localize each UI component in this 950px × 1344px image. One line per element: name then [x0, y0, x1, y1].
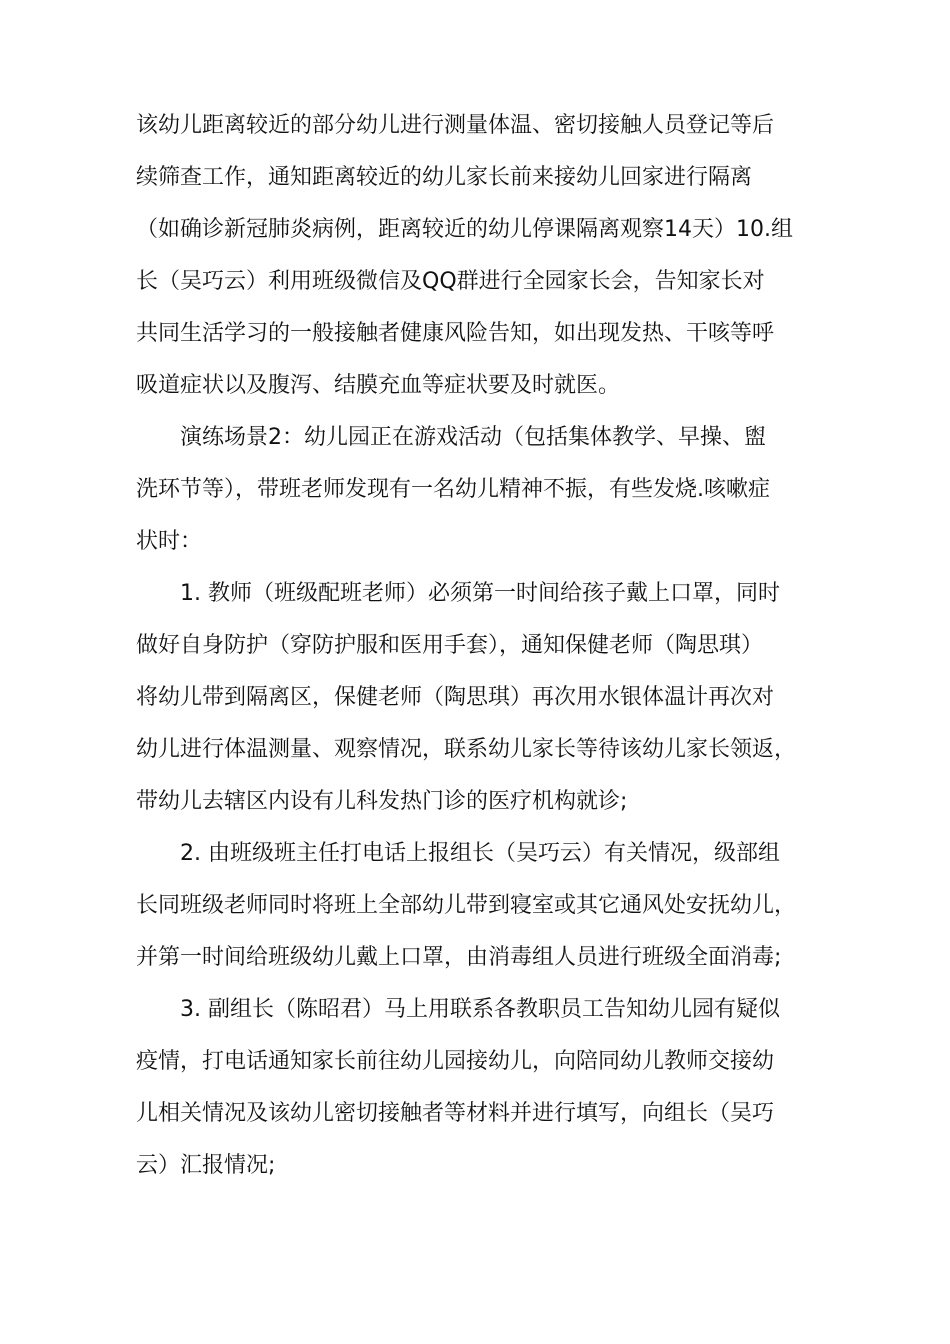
- text-line: 续筛查工作，通知距离较近的幼儿家长前来接幼儿回家进行隔离: [136, 165, 753, 190]
- text-line: 1. 教师（班级配班老师）必须第一时间给孩子戴上口罩，同时: [180, 581, 780, 606]
- text-line: 幼儿进行体温测量、观察情况，联系幼儿家长等待该幼儿家长领返，: [136, 737, 797, 762]
- text-line: 长（吴巧云）利用班级微信及QQ群进行全园家长会，告知家长对: [136, 269, 765, 294]
- text-line: 该幼儿距离较近的部分幼儿进行测量体温、密切接触人员登记等后: [136, 113, 775, 138]
- text-line: 带幼儿去辖区内设有儿科发热门诊的医疗机构就诊;: [136, 789, 628, 814]
- paragraph-step-1: [136, 568, 836, 828]
- paragraph-drill-scenario-2: [136, 412, 836, 568]
- paragraph-step-3: [136, 984, 836, 1192]
- text-line: 儿相关情况及该幼儿密切接触者等材料并进行填写，向组长（吴巧: [136, 1101, 775, 1126]
- text-line: 状时：: [136, 529, 203, 554]
- text-line: 做好自身防护（穿防护服和医用手套），通知保健老师（陶思琪）: [136, 633, 764, 658]
- text-line: 共同生活学习的一般接触者健康风险告知，如出现发热、干咳等呼: [136, 321, 775, 346]
- document-page: [136, 100, 836, 1192]
- text-line: （如确诊新冠肺炎病例，距离较近的幼儿停课隔离观察14天）10.组: [136, 217, 793, 242]
- paragraph-isolation-screening: [136, 100, 836, 412]
- paragraph-step-2: [136, 828, 836, 984]
- text-line: 将幼儿带到隔离区，保健老师（陶思琪）再次用水银体温计再次对: [136, 685, 775, 710]
- text-line: 长同班级老师同时将班上全部幼儿带到寝室或其它通风处安抚幼儿，: [136, 893, 797, 918]
- text-line: 演练场景2：幼儿园正在游戏活动（包括集体教学、早操、盥: [180, 425, 766, 450]
- text-line: 并第一时间给班级幼儿戴上口罩，由消毒组人员进行班级全面消毒;: [136, 945, 782, 970]
- text-line: 3. 副组长（陈昭君）马上用联系各教职员工告知幼儿园有疑似: [180, 997, 780, 1022]
- text-line: 吸道症状以及腹泻、结膜充血等症状要及时就医。: [136, 373, 621, 398]
- text-line: 疫情，打电话通知家长前往幼儿园接幼儿，向陪同幼儿教师交接幼: [136, 1049, 775, 1074]
- text-line: 云）汇报情况;: [136, 1153, 276, 1178]
- text-line: 2. 由班级班主任打电话上报组长（吴巧云）有关情况，级部组: [180, 841, 780, 866]
- text-line: 洗环节等），带班老师发现有一名幼儿精神不振，有些发烧.咳嗽症: [136, 477, 770, 502]
